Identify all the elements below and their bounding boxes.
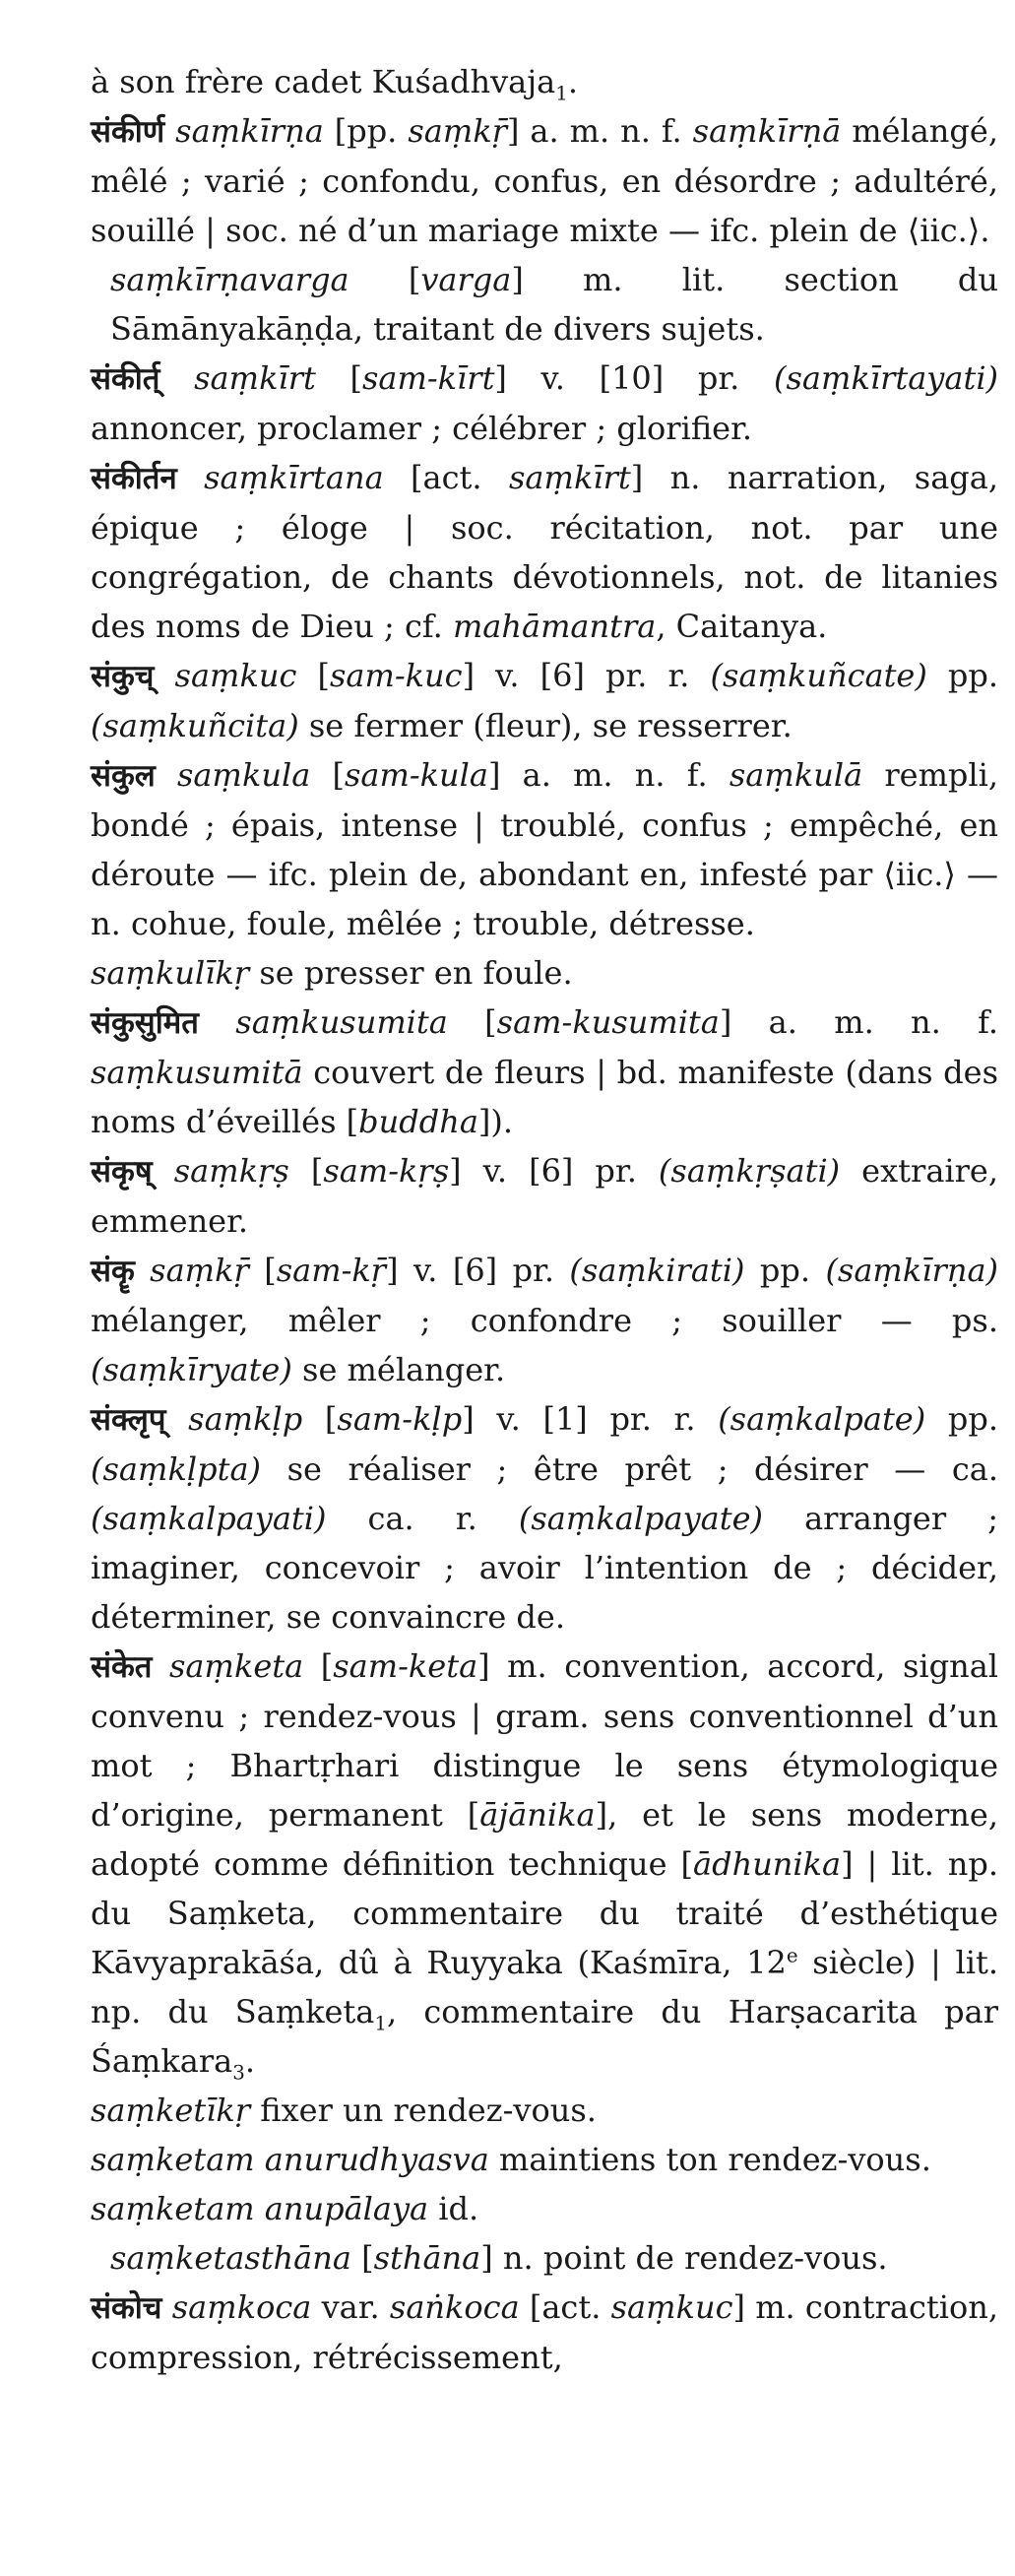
entry-text: se mélanger.: [291, 1351, 506, 1388]
italic-term: (saṃkuñcate): [710, 657, 927, 694]
entry-text: , Caitanya.: [656, 608, 828, 645]
italic-term: saṃkula: [177, 756, 311, 794]
devanagari-headword: संकृष्: [91, 1154, 153, 1190]
italic-term: (saṃkirati): [569, 1252, 745, 1289]
devanagari-headword: संकुल: [91, 758, 156, 794]
entry-text: [: [288, 1152, 324, 1190]
dictionary-entry: [91, 354, 998, 453]
entry-text: [: [302, 1400, 338, 1438]
dictionary-entry: [91, 948, 998, 998]
entry-text: arranger ; imaginer, concevoir ; avoir l’intention de ; décider, déterminer, se convaincre de.: [91, 1500, 999, 1636]
italic-term: (saṃkīryate): [91, 1351, 292, 1388]
italic-term: (saṃkalpayate): [518, 1500, 764, 1537]
italic-term: sam-kuc: [329, 657, 463, 694]
italic-term: saṃkṛṣ: [173, 1152, 289, 1190]
devanagari-headword: संकुसुमित: [91, 1005, 199, 1041]
dictionary-entry: [91, 1642, 998, 2086]
entry-text: [: [350, 2239, 374, 2277]
italic-term: buddha: [358, 1103, 478, 1140]
entry-text: [: [447, 1003, 497, 1041]
italic-term: saṃketa: [168, 1647, 304, 1685]
italic-term: ājānika: [479, 1796, 596, 1834]
italic-term: saṃkīrṇavarga: [110, 261, 349, 298]
superscript: e: [786, 1944, 798, 1967]
entry-text: rempli, bondé ; épais, intense | troublé, confus ; empêché, en déroute — ifc. plein de, abondant en, infesté par ⟨iic.⟩ — n. cohue, foule, mêlée ; trouble, détresse.: [91, 756, 999, 942]
entry-text: ] a. m. n. f.: [507, 112, 693, 150]
entry-text: ] m. contraction, compression, rétrécissement,: [91, 2288, 999, 2376]
italic-term: (saṃkīrtayati): [773, 359, 999, 397]
dictionary-entry: [91, 998, 998, 1146]
subscript-index: 1: [555, 82, 568, 105]
italic-term: saṃkḷp: [188, 1400, 303, 1438]
entry-text: [199, 1003, 235, 1041]
italic-term: saṃkulā: [729, 756, 863, 794]
dictionary-entry: [91, 651, 998, 750]
entry-text: se réaliser ; être prêt ; désirer — ca.: [261, 1450, 998, 1488]
entry-text: mélangé, mêlé ; varié ; confondu, confus, en désordre ; adultéré, souillé | soc. né d’un mariage mixte — ifc. plein de ⟨iic.⟩.: [91, 112, 999, 249]
entry-text: [act.: [519, 2288, 611, 2326]
devanagari-headword: संकीर्ण: [91, 114, 165, 150]
entry-text: ] a. m. n. f.: [487, 756, 730, 794]
dictionary-page: [91, 57, 998, 2382]
dictionary-entry: [91, 1394, 998, 1642]
entry-text: [: [248, 1252, 277, 1289]
dictionary-entry: [91, 750, 998, 948]
entry-text: ] v. [6] pr.: [449, 1152, 659, 1190]
italic-term: saṃkīrṇa: [175, 112, 324, 150]
entry-text: ] | lit. np. du Saṃketa, commentaire du traité d’esthétique Kāvyaprakāśa, dû à Ruyyaka (Kaśmīra, 12: [91, 1845, 999, 1981]
dictionary-entry: [91, 453, 998, 651]
entry-text: [156, 756, 177, 794]
italic-term: saṃketīkṛ: [91, 2092, 251, 2129]
italic-term: saṃketasthāna: [110, 2239, 351, 2277]
entry-text: ], et le sens moderne, adopté comme définition technique [: [91, 1796, 998, 1883]
entry-text: siècle) | lit. np. du Saṃketa: [91, 1944, 999, 2030]
subscript-index: 3: [232, 2061, 245, 2085]
dictionary-entry: [91, 1146, 998, 1246]
entry-text: [: [310, 756, 345, 794]
entry-text: se fermer (fleur), se resserrer.: [298, 707, 793, 744]
entry-text: couvert de fleurs | bd. manifeste (dans des noms d’éveillés [: [91, 1054, 998, 1140]
entry-text: ] a. m. n. f.: [719, 1003, 999, 1041]
entry-text: pp.: [925, 1400, 999, 1438]
entry-text: var.: [311, 2288, 390, 2326]
italic-term: saṃkṝ: [408, 112, 507, 150]
italic-term: sam-kula: [345, 756, 488, 794]
entry-text: [: [349, 261, 421, 298]
italic-term: varga: [420, 261, 512, 298]
entry-text: [177, 459, 204, 496]
dictionary-entry: [91, 2233, 998, 2283]
entry-text: .: [567, 63, 579, 100]
entry-text: ] v. [10] pr.: [494, 359, 774, 397]
devanagari-headword: संकीर्त्: [91, 361, 160, 397]
devanagari-headword: संकेत: [91, 1649, 153, 1685]
entry-text: ] n. point de rendez-vous.: [480, 2239, 888, 2277]
entry-text: ] v. [1] pr. r.: [462, 1400, 719, 1438]
entry-text: se presser en foule.: [249, 954, 573, 992]
devanagari-headword: संकोच: [91, 2290, 162, 2326]
italic-term: saṃkuc: [174, 657, 297, 694]
italic-term: sam-keta: [333, 1647, 478, 1685]
entry-text: à son frère cadet Kuśadhvaja: [91, 63, 556, 100]
italic-term: (saṃkīrṇa): [825, 1252, 999, 1289]
dictionary-entry: [91, 57, 998, 106]
italic-term: saṃkīrt: [194, 359, 316, 397]
entry-text: pp.: [744, 1252, 826, 1289]
entry-text: [: [315, 359, 362, 397]
dictionary-entry: [91, 255, 998, 354]
entry-text: [: [296, 657, 330, 694]
entry-text: , commentaire du Harṣacarita par Śaṃkara: [91, 1993, 999, 2080]
entry-text: ] v. [6] pr.: [386, 1252, 570, 1289]
entry-text: mélanger, mêler ; confondre ; souiller — ps.: [91, 1302, 998, 1339]
entry-text: [act.: [383, 459, 509, 496]
dictionary-entry: [91, 2283, 998, 2382]
dictionary-entry: [91, 2184, 998, 2233]
entry-text: pp.: [926, 657, 999, 694]
italic-term: sam-kṛṣ: [323, 1152, 450, 1190]
entry-text: ] n. narration, saga, épique ; éloge | soc. récitation, not. par une congrégation, de chants dévotionnels, not. de litanies des noms de Dieu ; cf.: [91, 459, 999, 645]
devanagari-headword: संकॄ: [91, 1254, 135, 1289]
entry-text: .: [244, 2042, 255, 2080]
dictionary-entry: [91, 106, 998, 255]
entry-text: ] m. lit. section du Sāmānyakāṇḍa, traitant de divers sujets.: [110, 261, 999, 348]
dictionary-entry: [91, 1246, 998, 1394]
italic-term: (saṃkalpayati): [91, 1500, 327, 1537]
entry-text: [135, 1252, 150, 1289]
italic-term: saṃkṝ: [150, 1252, 249, 1289]
entry-text: ]).: [477, 1103, 514, 1140]
entry-text: ] v. [6] pr. r.: [462, 657, 711, 694]
subscript-index: 1: [374, 2012, 387, 2035]
italic-term: (saṃkalpate): [718, 1400, 926, 1438]
entry-text: [165, 1400, 188, 1438]
italic-term: sam-kḷp: [337, 1400, 463, 1438]
italic-term: sam-kusumita: [496, 1003, 720, 1041]
italic-term: sthāna: [373, 2239, 481, 2277]
entry-text: [153, 1152, 174, 1190]
devanagari-headword: संकुच्: [91, 659, 155, 694]
entry-text: [: [303, 1647, 334, 1685]
italic-term: sam-kīrt: [361, 359, 495, 397]
entry-text: maintiens ton rendez-vous.: [488, 2141, 931, 2178]
entry-text: [164, 112, 175, 150]
entry-text: fixer un rendez-vous.: [250, 2092, 597, 2129]
entry-text: annoncer, proclamer ; célébrer ; glorifier.: [91, 410, 753, 447]
italic-term: (saṃkṛṣati): [658, 1152, 841, 1190]
dictionary-entry: [91, 2135, 998, 2184]
italic-term: saṃketam anurudhyasva: [91, 2141, 489, 2178]
devanagari-headword: संक्लृप्: [91, 1402, 166, 1438]
italic-term: saṃkusumitā: [91, 1054, 303, 1091]
italic-term: saṃketam anupālaya: [91, 2190, 429, 2227]
italic-term: saṃkuc: [610, 2288, 733, 2326]
italic-term: (saṃkḷpta): [91, 1450, 262, 1488]
italic-term: saṃkīrt: [508, 459, 631, 496]
italic-term: ādhunika: [693, 1845, 842, 1883]
entry-text: [152, 1647, 169, 1685]
entry-text: id.: [428, 2190, 479, 2227]
entry-text: [154, 657, 174, 694]
italic-term: saṃkoca: [171, 2288, 312, 2326]
entry-text: [pp.: [323, 112, 409, 150]
italic-term: saṃkīrṇā: [692, 112, 842, 150]
entry-text: [161, 2288, 171, 2326]
italic-term: mahāmantra: [452, 608, 657, 645]
italic-term: (saṃkuñcita): [91, 707, 299, 744]
italic-term: saṃkulīkṛ: [91, 954, 250, 992]
italic-term: saṅkoca: [389, 2288, 520, 2326]
entry-text: extraire, emmener.: [91, 1152, 999, 1240]
dictionary-entry: [91, 2086, 998, 2135]
devanagari-headword: संकीर्तन: [91, 461, 177, 496]
italic-term: saṃkīrtana: [204, 459, 384, 496]
entry-text: [159, 359, 194, 397]
entry-text: ] m. convention, accord, signal convenu ; rendez-vous | gram. sens conventionnel d’un mot ; Bhartṛhari distingue le sens étymologique d’origine, permanent [: [91, 1647, 999, 1834]
italic-term: sam-kṝ: [276, 1252, 387, 1289]
italic-term: saṃkusumita: [235, 1003, 448, 1041]
entry-text: ca. r.: [326, 1500, 519, 1537]
